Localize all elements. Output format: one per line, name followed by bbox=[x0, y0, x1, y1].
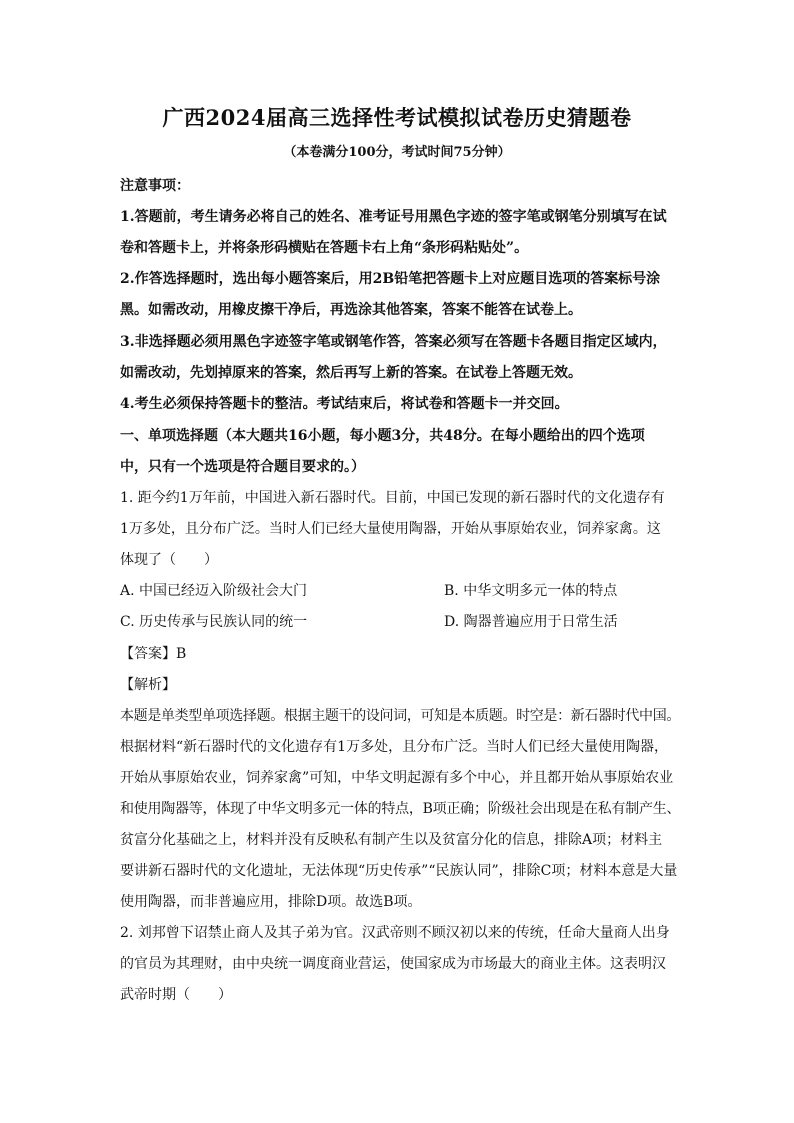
section-heading: 中，只有一个选项是符合题目要求的。） bbox=[120, 459, 365, 475]
exam-info: （本卷满分100分，考试时间75分钟） bbox=[283, 145, 511, 160]
option-a: A. 中国已经迈入阶级社会大门 bbox=[120, 583, 308, 599]
question-stem: 1. 距今约1万年前，中国进入新石器时代。目前，中国已发现的新石器时代的文化遗存有 bbox=[120, 490, 665, 506]
page-title: 广西2024届高三选择性考试模拟试卷历史猜题卷 bbox=[162, 105, 632, 130]
notice-line: 卷和答题卡上，并将条形码横贴在答题卡右上角“条形码粘贴处”。 bbox=[120, 240, 529, 256]
option-b: B. 中华文明多元一体的特点 bbox=[444, 583, 618, 599]
question-stem: 的官员为其理财，由中央统一调度商业营运，使国家成为市场最大的商业主体。这表明汉 bbox=[120, 956, 666, 972]
option-d: D. 陶器普遍应用于日常生活 bbox=[444, 614, 618, 630]
notice-line: 如需改动，先划掉原来的答案，然后再写上新的答案。在试卷上答题无效。 bbox=[120, 365, 582, 381]
notice-line: 黑。如需改动，用橡皮擦干净后，再选涂其他答案，答案不能答在试卷上。 bbox=[120, 302, 582, 318]
answer: 【答案】B bbox=[120, 646, 187, 662]
notice-line: 1.答题前，考生请务必将自己的姓名、准考证号用黑色字迹的签字笔或钢笔分别填写在试 bbox=[120, 209, 667, 225]
analysis-line: 和使用陶器等，体现了中华文明多元一体的特点，B项正确；阶级社会出现是在私有制产生、 bbox=[120, 801, 681, 817]
question-stem: 武帝时期（ ） bbox=[120, 987, 232, 1003]
question-stem: 1万多处，且分布广泛。当时人们已经大量使用陶器，开始从事原始农业，饲养家禽。这 bbox=[120, 521, 661, 537]
notice-line: 2.作答选择题时，选出每小题答案后，用2B铅笔把答题卡上对应题目选项的答案标号涂 bbox=[120, 271, 661, 287]
section-heading: 一、单项选择题（本大题共16小题，每小题3分，共48分。在每小题给出的四个选项 bbox=[120, 428, 645, 444]
analysis-line: 根据材料“新石器时代的文化遗存有1万多处，且分布广泛。当时人们已经大量使用陶器， bbox=[120, 739, 669, 755]
analysis-line: 使用陶器，而非普遍应用，排除D项。故选B项。 bbox=[120, 894, 422, 910]
question-stem: 体现了（ ） bbox=[120, 552, 218, 568]
question-stem: 2. 刘邦曾下诏禁止商人及其子弟为官。汉武帝则不顾汉初以来的传统，任命大量商人出身 bbox=[120, 925, 670, 941]
analysis-line: 本题是单类型单项选择题。根据主题干的设问词，可知是本质题。时空是：新石器时代中国。 bbox=[120, 708, 681, 724]
notice-line: 4.考生必须保持答题卡的整洁。考试结束后，将试卷和答题卡一并交回。 bbox=[120, 396, 569, 412]
analysis-line: 要讲新石器时代的文化遗址，无法体现“历史传承”“民族认同”，排除C项；材料本意是大量 bbox=[120, 863, 678, 879]
option-c: C. 历史传承与民族认同的统一 bbox=[120, 614, 308, 630]
notice-line: 3.非选择题必须用黑色字迹签字笔或钢笔作答，答案必须写在答题卡各题目指定区域内， bbox=[120, 334, 667, 350]
analysis-line: 开始从事原始农业，饲养家禽”可知，中华文明起源有多个中心，并且都开始从事原始农业 bbox=[120, 770, 674, 786]
analysis-label: 【解析】 bbox=[120, 677, 176, 693]
notice-heading: 注意事项： bbox=[120, 178, 190, 194]
analysis-line: 贫富分化基础之上，材料并没有反映私有制产生以及贫富分化的信息，排除A项；材料主 bbox=[120, 832, 663, 848]
